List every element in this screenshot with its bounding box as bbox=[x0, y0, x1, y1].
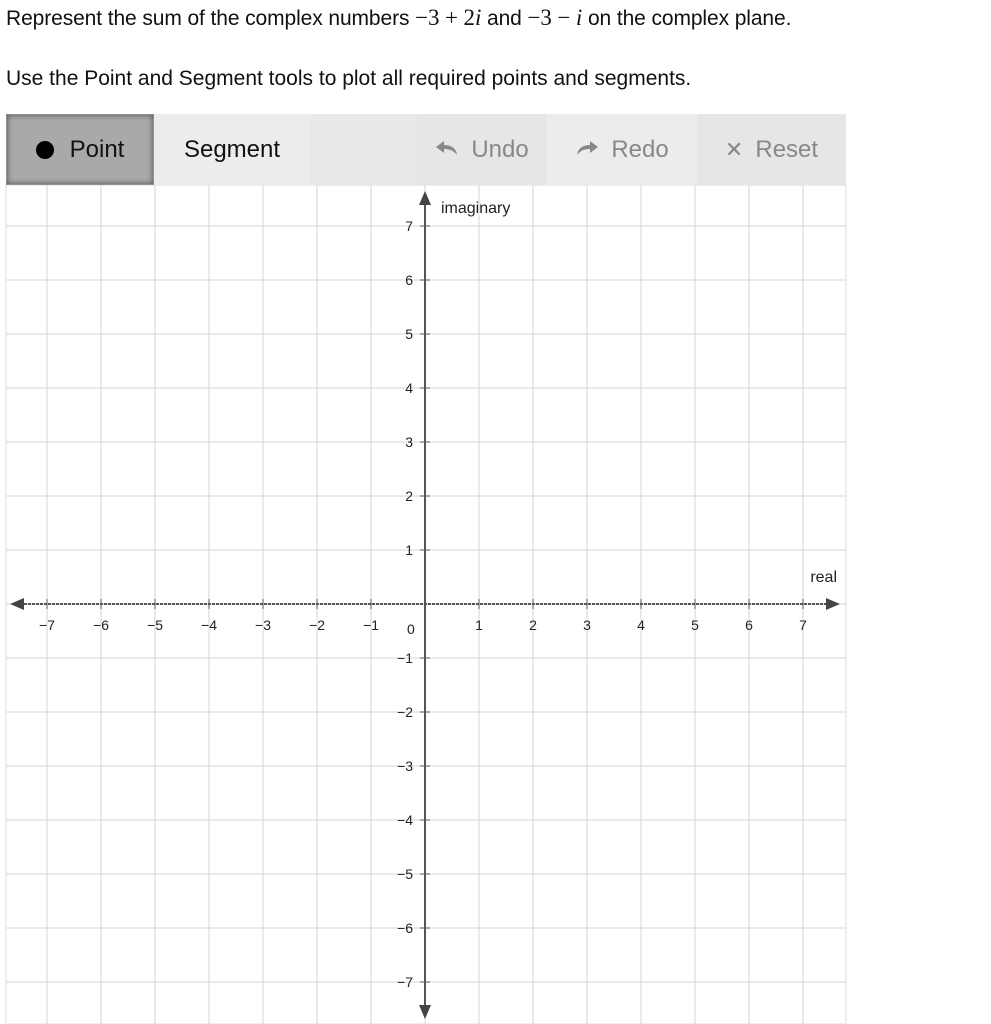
y-tick-label: 1 bbox=[405, 542, 413, 558]
undo-label: Undo bbox=[471, 135, 529, 163]
y-tick-label: −5 bbox=[397, 866, 413, 882]
y-tick-label: 7 bbox=[405, 218, 413, 234]
complex-number-2-real: −3 − bbox=[527, 5, 576, 30]
close-x-icon: ✕ bbox=[724, 136, 744, 162]
undo-button[interactable] bbox=[417, 114, 547, 185]
real-axis-label: real bbox=[810, 569, 837, 586]
complex-number-1-imag-unit: i bbox=[474, 5, 482, 30]
point-dot-icon bbox=[36, 141, 54, 159]
x-tick-label: −5 bbox=[147, 617, 163, 633]
origin-label: 0 bbox=[407, 621, 415, 637]
reset-label: Reset bbox=[755, 135, 819, 163]
x-tick-label: −2 bbox=[309, 617, 325, 633]
instructions: Use the Point and Segment tools to plot all required points and segments. bbox=[6, 67, 692, 90]
y-tick-label: 3 bbox=[405, 434, 413, 450]
complex-plane-graph[interactable] bbox=[0, 185, 991, 1024]
undo-arrow-icon bbox=[435, 137, 459, 163]
question-prompt bbox=[6, 3, 791, 34]
x-tick-label: −3 bbox=[255, 617, 271, 633]
x-tick-label: −6 bbox=[93, 617, 109, 633]
reset-button[interactable] bbox=[697, 114, 846, 185]
segment-tool-button[interactable] bbox=[154, 114, 310, 185]
complex-number-1 bbox=[415, 5, 481, 30]
y-tick-label: −4 bbox=[397, 812, 413, 828]
y-tick-label: 4 bbox=[405, 380, 413, 396]
prompt-text-1: Represent the sum of the complex numbers bbox=[6, 7, 416, 30]
point-tool-button[interactable] bbox=[6, 114, 154, 185]
imaginary-axis-up-arrow bbox=[419, 191, 431, 205]
complex-number-1-real: −3 + 2 bbox=[415, 5, 475, 30]
x-tick-label: 6 bbox=[745, 617, 753, 633]
imaginary-axis-label: imaginary bbox=[441, 200, 511, 217]
real-axis-left-arrow bbox=[10, 598, 24, 610]
redo-button[interactable] bbox=[547, 114, 697, 185]
x-tick-label: 7 bbox=[799, 617, 807, 633]
y-tick-label: 2 bbox=[405, 488, 413, 504]
real-axis-right-arrow bbox=[826, 598, 840, 610]
x-tick-label: 4 bbox=[637, 617, 645, 633]
x-tick-label: 2 bbox=[529, 617, 537, 633]
y-tick-label: −7 bbox=[397, 974, 413, 990]
y-tick-label: −6 bbox=[397, 920, 413, 936]
redo-label: Redo bbox=[611, 135, 669, 163]
x-tick-label: −7 bbox=[39, 617, 55, 633]
graph-toolbar bbox=[6, 114, 846, 185]
x-tick-label: 5 bbox=[691, 617, 699, 633]
y-tick-label: −2 bbox=[397, 704, 413, 720]
y-tick-label: −3 bbox=[397, 758, 413, 774]
y-tick-label: −1 bbox=[397, 650, 413, 666]
y-tick-label: 6 bbox=[405, 272, 413, 288]
prompt-text-2: and bbox=[481, 7, 528, 30]
toolbar-spacer bbox=[310, 114, 417, 185]
x-tick-label: −1 bbox=[363, 617, 379, 633]
axes bbox=[10, 191, 840, 1019]
x-tick-label: −4 bbox=[201, 617, 217, 633]
complex-number-2 bbox=[527, 5, 582, 30]
complex-number-2-imag-unit: i bbox=[575, 5, 583, 30]
point-tool-label: Point bbox=[69, 135, 125, 163]
x-tick-label: 1 bbox=[475, 617, 483, 633]
y-tick-label: 5 bbox=[405, 326, 413, 342]
x-tick-label: 3 bbox=[583, 617, 591, 633]
redo-arrow-icon bbox=[575, 137, 599, 163]
prompt-text-3: on the complex plane. bbox=[582, 7, 792, 30]
segment-tool-label: Segment bbox=[183, 135, 281, 163]
imaginary-axis-down-arrow bbox=[419, 1005, 431, 1019]
